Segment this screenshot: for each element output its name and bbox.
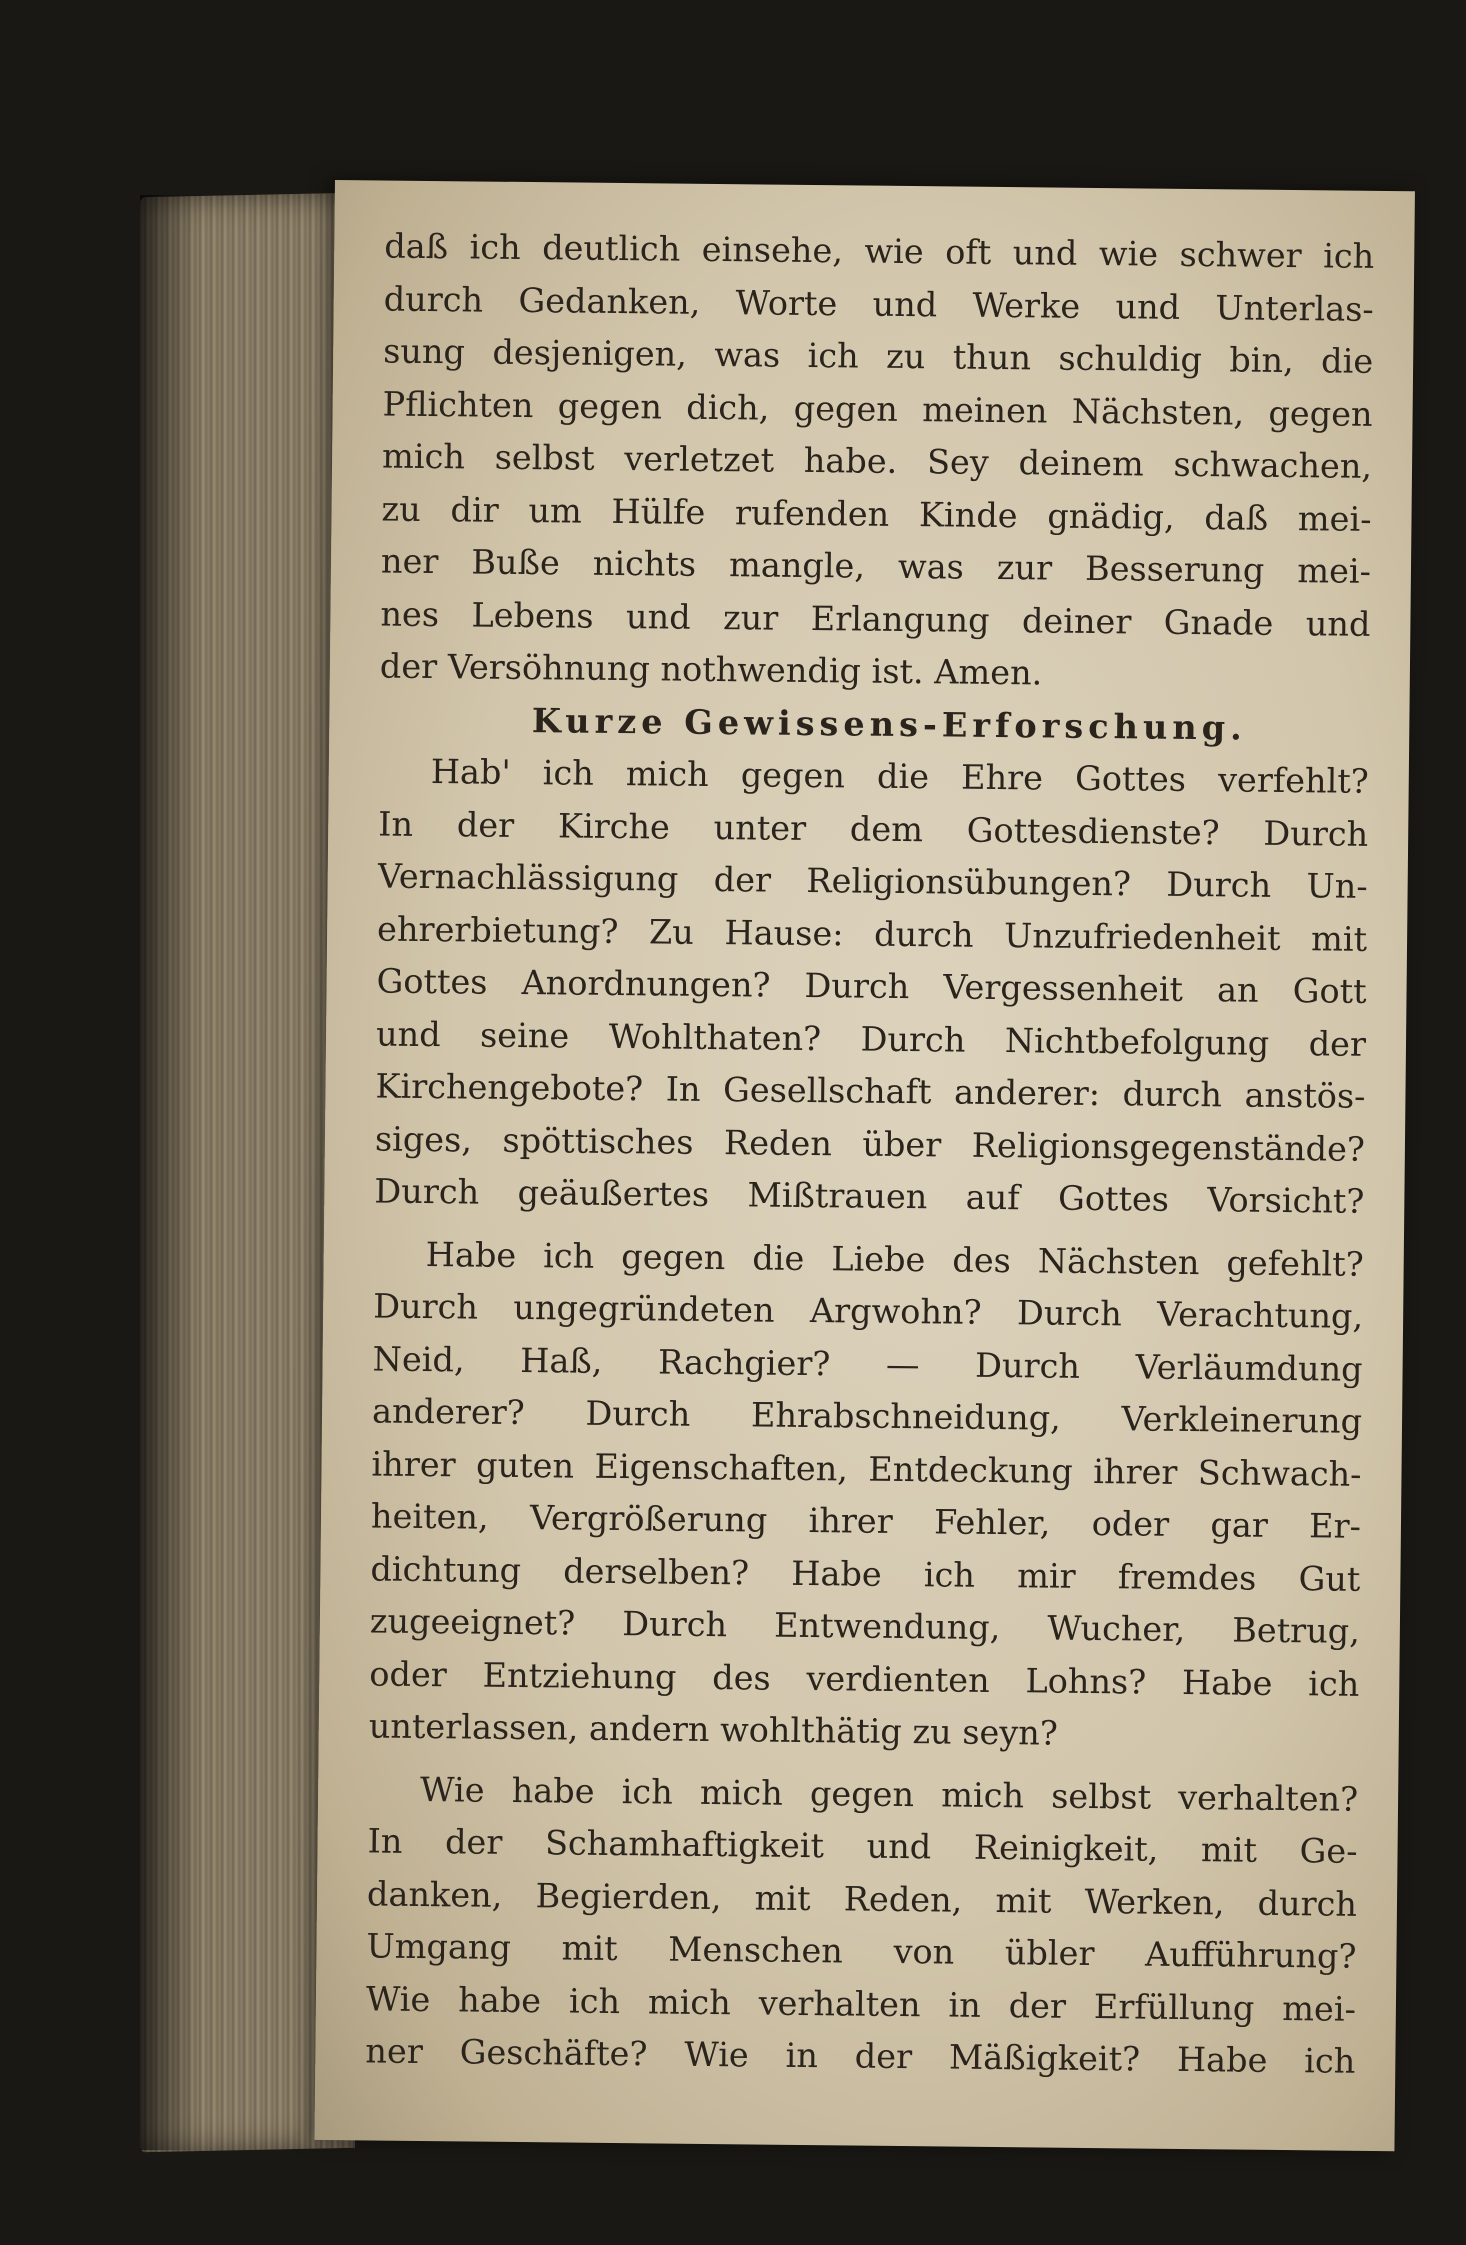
text-line: Pflichten gegen dich, gegen meinen Nächsten, gegen [382, 384, 1373, 434]
text-line: Umgang mit Menschen von übler Aufführung? [366, 1926, 1357, 1976]
text-line: zugeeignet? Durch Entwendung, Wucher, Betrug, [369, 1601, 1361, 1651]
section-heading: Kurze Gewissens-Erforschung. [531, 700, 1248, 748]
binding-shadow [140, 195, 200, 2150]
text-line: siges, spöttisches Reden über Religionsgegenstände? [374, 1118, 1366, 1169]
text-line: In der Schamhaftigkeit und Reinigkeit, mit Ge- [367, 1821, 1358, 1871]
text-line: Durch ungegründeten Argwohn? Durch Verachtung, [373, 1286, 1364, 1336]
text-line: unterlassen, andern wohlthätig zu seyn? [368, 1706, 1059, 1753]
text-line: Neid, Haß, Rachgier? — Durch Verläumdung [372, 1338, 1363, 1389]
text-line: danken, Begierden, mit Reden, mit Werken, durch [366, 1873, 1358, 1924]
text-line: ehrerbietung? Zu Hause: durch Unzufriedenheit mit [376, 908, 1368, 959]
text-line: daß ich deutlich einsehe, wie oft und wie schwer ich [384, 226, 1375, 276]
text-line: sung desjenigen, was ich zu thun schuldig bin, die [383, 331, 1374, 381]
text-line: Durch geäußertes Mißtrauen auf Gottes Vorsicht? [374, 1171, 1365, 1221]
text-line: dichtung derselben? Habe ich mir fremdes Gut [370, 1548, 1361, 1599]
text-line: Gottes Anordnungen? Durch Vergessenheit an Gott [376, 961, 1367, 1011]
text-line: heiten, Vergrößerung ihrer Fehler, oder gar Er- [370, 1496, 1362, 1546]
text-line: mich selbst verletzet habe. Sey deinem schwachen, [381, 436, 1373, 486]
text-line: Vernachlässigung der Religionsübungen? Durch Un- [377, 856, 1368, 906]
text-line: Habe ich gegen die Liebe des Nächsten gefehlt? [425, 1234, 1364, 1284]
text-line: Wie habe ich mich gegen mich selbst verhalten? [419, 1769, 1359, 1819]
book-page [314, 180, 1414, 2151]
text-line: der Versöhnung nothwendig ist. Amen. [379, 646, 1043, 693]
text-line: Hab' ich mich gegen die Ehre Gottes verfehlt? [430, 752, 1369, 801]
text-line: In der Kirche unter dem Gottesdienste? Durch [378, 803, 1369, 854]
text-line: Wie habe ich mich verhalten in der Erfüllung mei- [365, 1978, 1357, 2029]
prayer-ending [380, 221, 1375, 704]
text-line: zu dir um Hülfe rufenden Kinde gnädig, daß mei- [381, 489, 1372, 539]
text-line: anderer? Durch Ehrabschneidung, Verkleinerung [371, 1391, 1363, 1441]
paragraph-neighbor [369, 1228, 1364, 1763]
text-line: nes Lebens und zur Erlangung deiner Gnade und [380, 594, 1371, 644]
text-line: ihrer guten Eigenschaften, Entdeckung ihrer Schwach- [371, 1443, 1362, 1494]
paragraph-god [374, 745, 1369, 1228]
text-line: ner Buße nichts mangle, was zur Besserung mei- [380, 541, 1372, 591]
text-line: oder Entziehung des verdienten Lohns? Habe ich [369, 1653, 1360, 1704]
text-line: Kirchengebote? In Gesellschaft anderer: durch anstös- [375, 1066, 1366, 1116]
text-line: durch Gedanken, Worte und Werke und Unterlas- [383, 279, 1374, 329]
text-line: ner Geschäfte? Wie in der Mäßigkeit? Habe ich [365, 2031, 1356, 2081]
paragraph-self [365, 1763, 1358, 2088]
page-text [365, 221, 1374, 2089]
text-line: und seine Wohlthaten? Durch Nichtbefolgung der [375, 1013, 1367, 1064]
